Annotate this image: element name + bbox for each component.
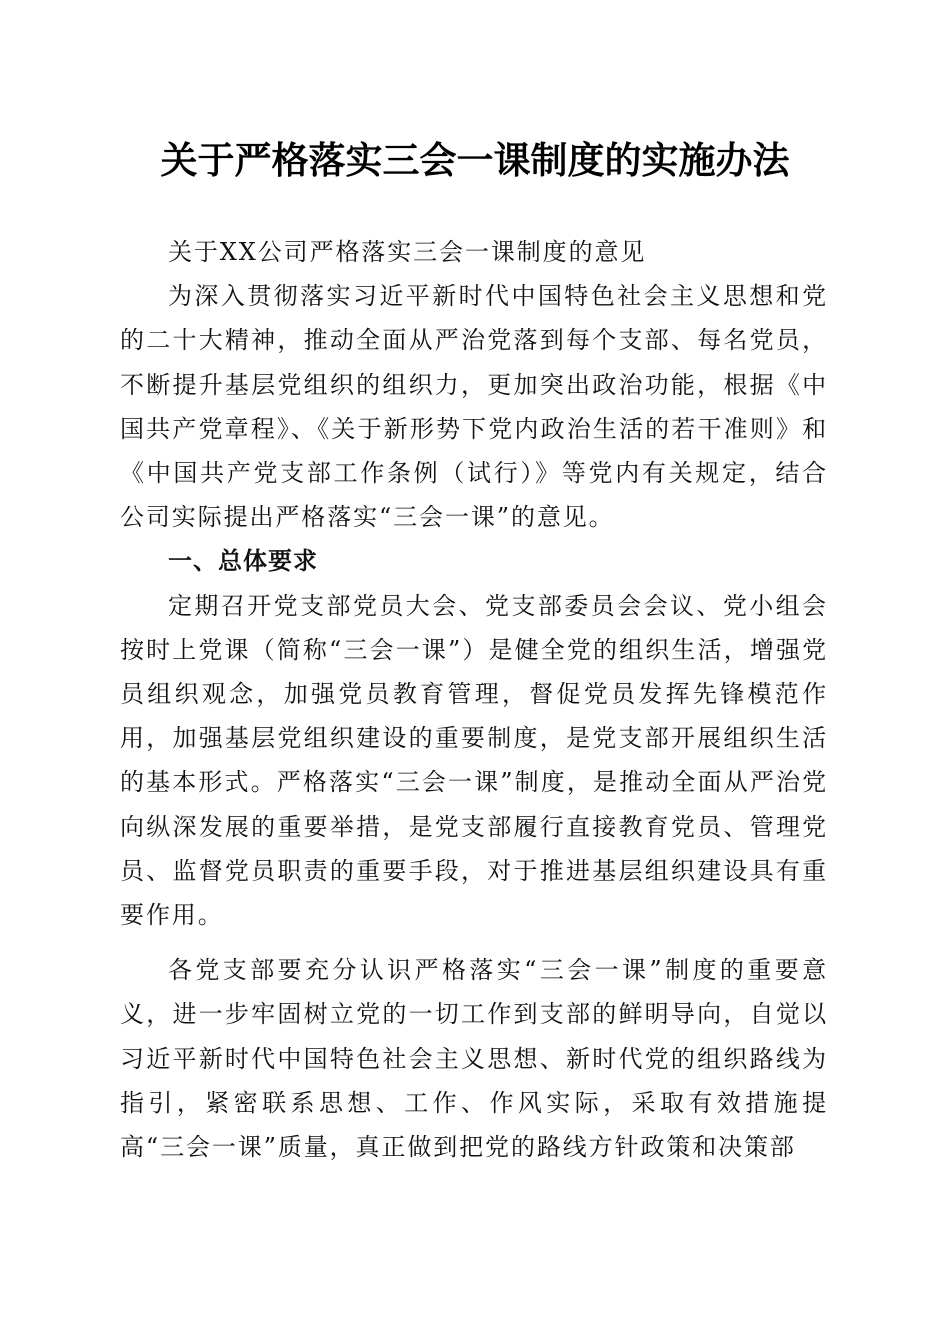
- document-body: [120, 230, 828, 1169]
- body-paragraph: 定期召开党支部党员大会、党支部委员会会议、党小组会按时上党课（简称“三会一课”）是健全党的组织生活，增强党员组织观念，加强党员教育管理，督促党员发挥先锋模范作用，加强基层党组织建设的重要制度，是党支部开展组织生活的基本形式。严格落实“三会一课”制度，是推动全面从严治党向纵深发展的重要举措，是党支部履行直接教育党员、管理党员、监督党员职责的重要手段，对于推进基层组织建设具有重要作用。: [120, 591, 828, 930]
- section-heading: 一、总体要求: [168, 547, 318, 576]
- body-paragraph: 各党支部要充分认识严格落实“三会一课”制度的重要意义，进一步牢固树立党的一切工作到支部的鲜明导向，自觉以习近平新时代中国特色社会主义思想、新时代党的组织路线为指引，紧密联系思想、工作、作风实际，采取有效措施提高“三会一课”质量，真正做到把党的路线方针政策和决策部: [120, 956, 828, 1162]
- document-title: 关于严格落实三会一课制度的实施办法: [160, 138, 790, 182]
- intro-paragraph: 为深入贯彻落实习近平新时代中国特色社会主义思想和党的二十大精神，推动全面从严治党落到每个支部、每名党员，不断提升基层党组织的组织力，更加突出政治功能，根据《中国共产党章程》、《关于新形势下党内政治生活的若干准则》和《中国共产党支部工作条例（试行）》等党内有关规定，结合公司实际提出严格落实“三会一课”的意见。: [120, 282, 828, 532]
- document-subtitle: 关于XX公司严格落实三会一课制度的意见: [168, 238, 647, 266]
